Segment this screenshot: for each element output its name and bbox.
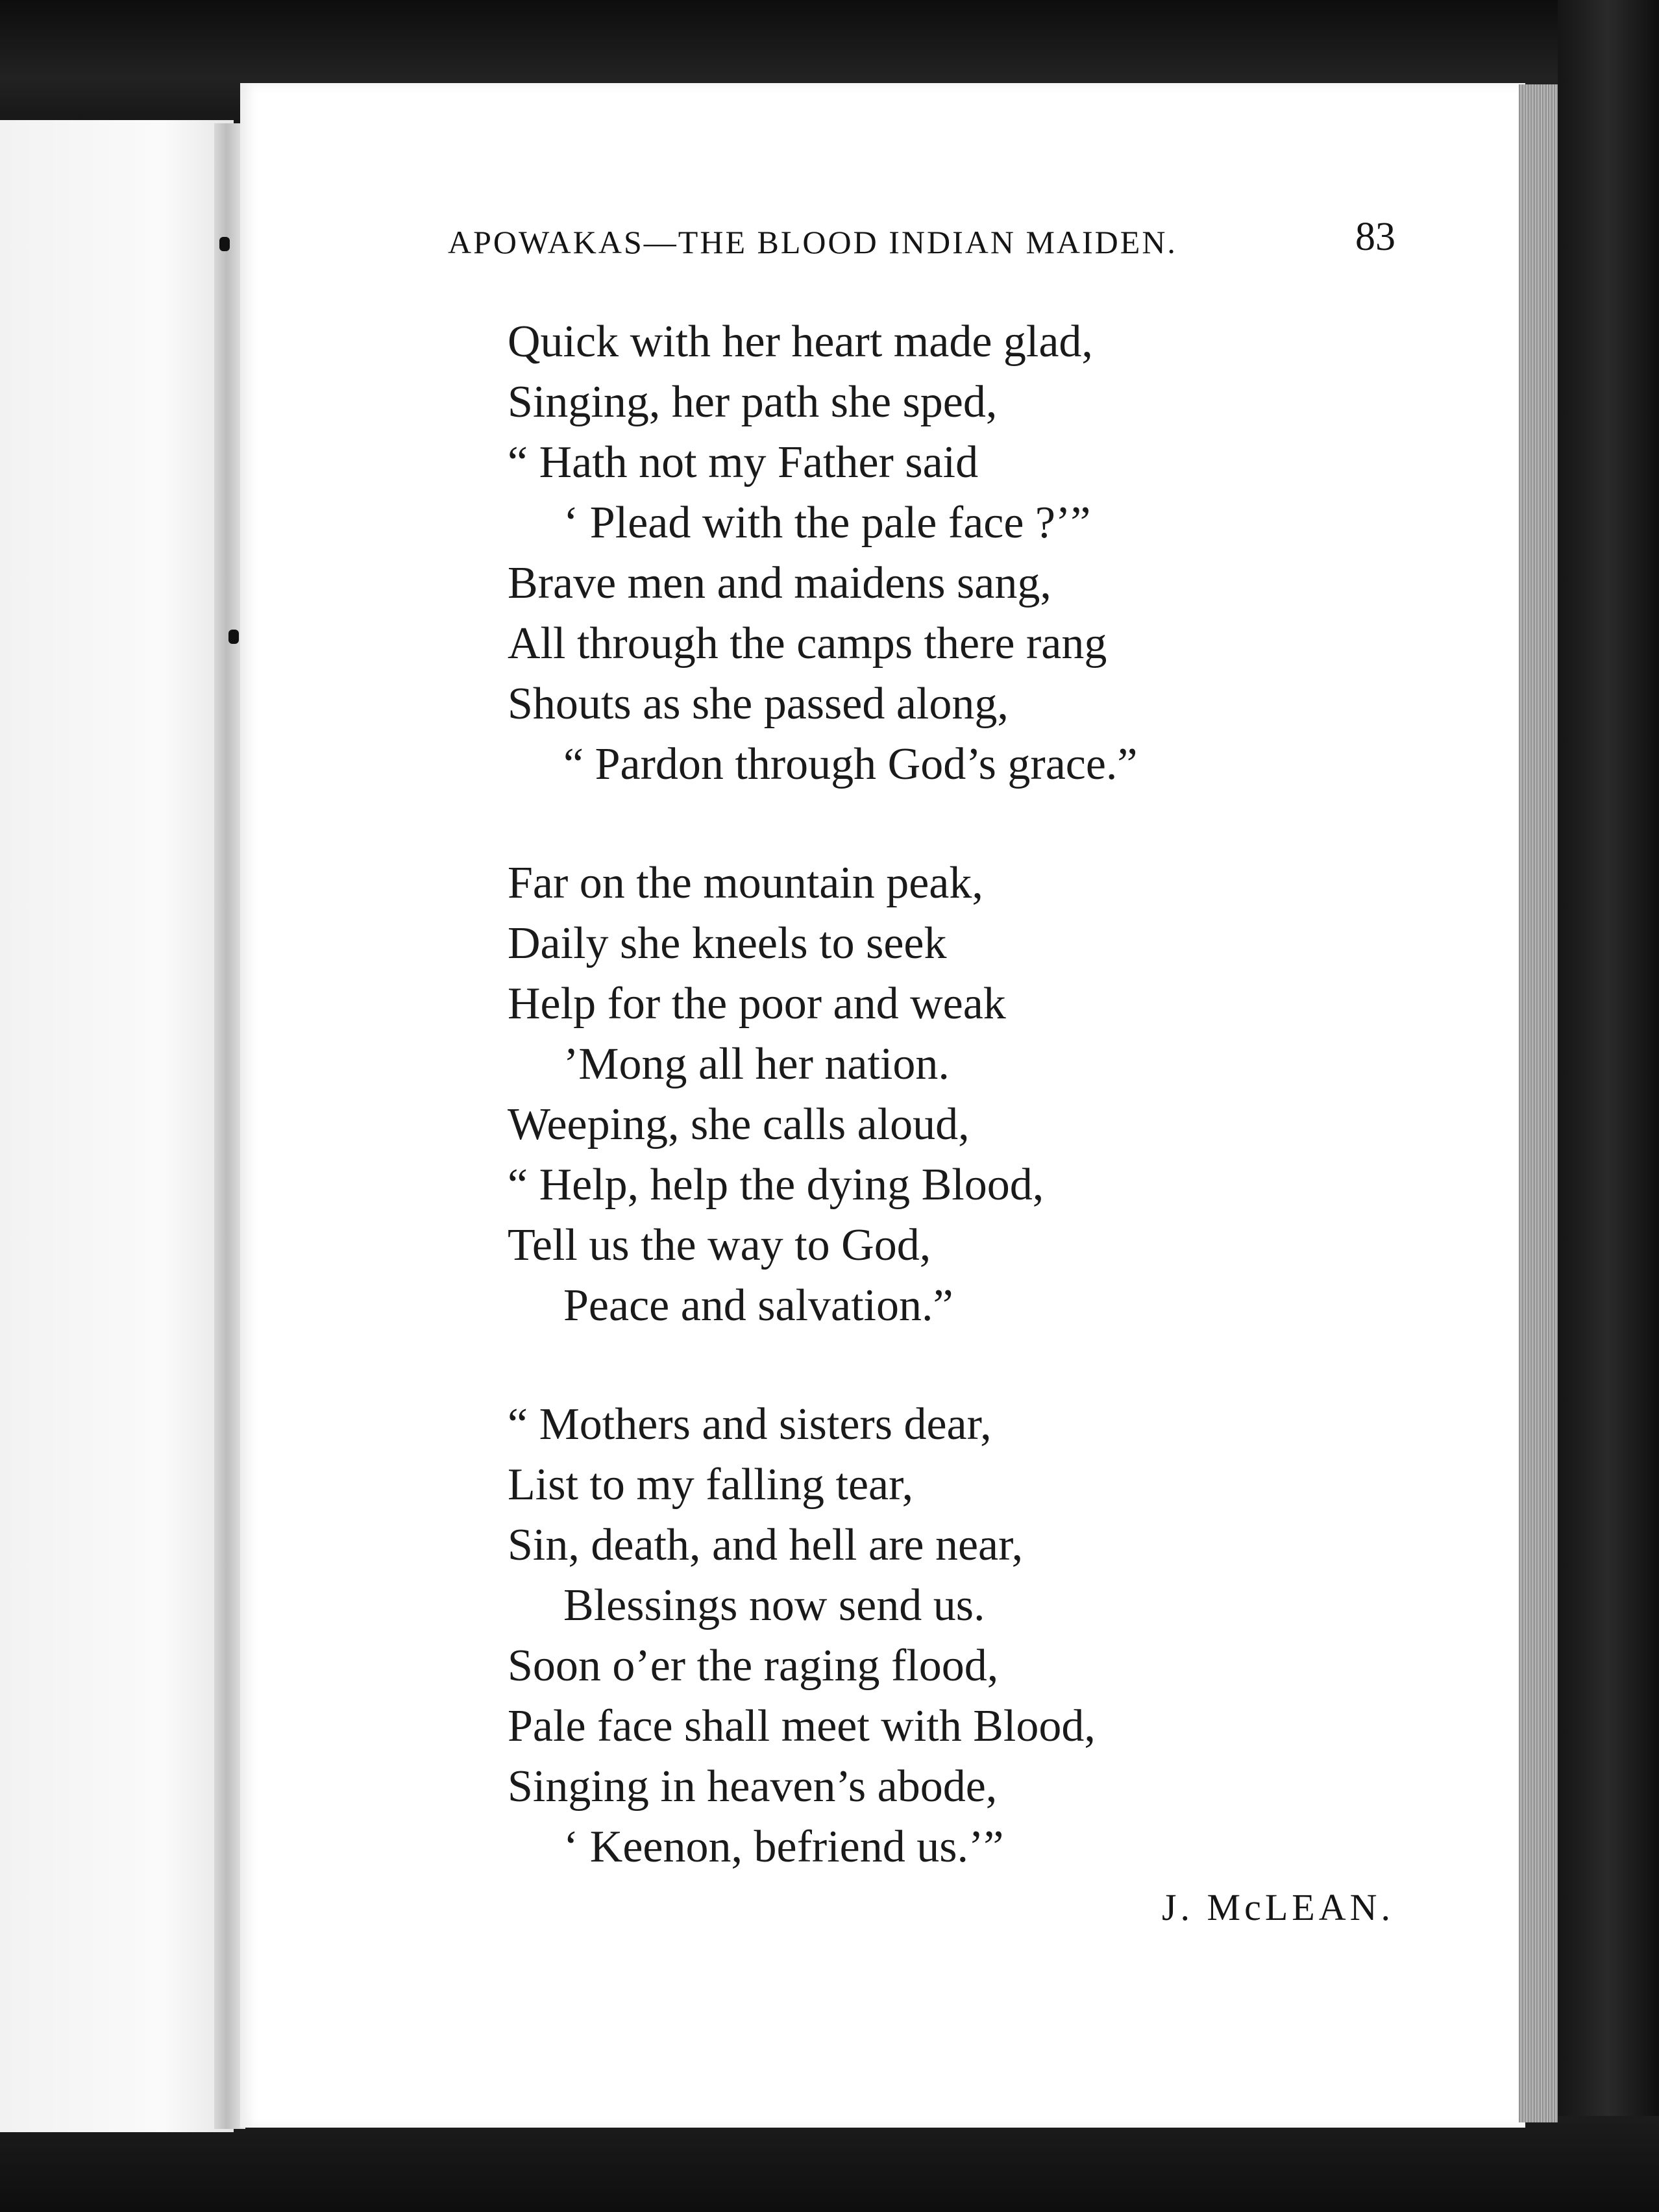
stanza [508,312,1351,794]
page-edges [1519,84,1558,2122]
poem [508,312,1351,1936]
stanza [508,1394,1351,1877]
poem-line: ‘ Plead with the pale face ?’” [563,498,1091,548]
poem-line: Weeping, she calls aloud, [508,1100,970,1149]
poem-line: Soon o’er the raging flood, [508,1641,999,1691]
poem-line: Shouts as she passed along, [508,679,1009,729]
poem-line: Sin, death, and hell are near, [508,1520,1024,1570]
poem-line: Singing, her path she sped, [508,377,998,427]
stanza [508,853,1351,1336]
poem-line: Peace and salvation.” [563,1281,953,1331]
binding-stitch [228,630,239,644]
scanner-background-right [1558,0,1659,2212]
poem-line: Pale face shall meet with Blood, [508,1701,1096,1751]
poem-line: Quick with her heart made glad, [508,317,1093,367]
poem-line: “ Help, help the dying Blood, [508,1160,1044,1210]
poem-line: Brave men and maidens sang, [508,558,1051,608]
poem-line: Daily she kneels to seek [508,918,947,968]
page-number: 83 [1355,215,1395,259]
poem-line: “ Hath not my Father said [508,437,979,487]
binding-stitch [219,237,230,251]
facing-page-left [0,120,234,2132]
poem-line: ’Mong all her nation. [563,1039,950,1089]
poem-line: “ Mothers and sisters dear, [508,1399,992,1449]
poem-line: All through the camps there rang [508,619,1107,669]
poem-line: Far on the mountain peak, [508,858,983,908]
poem-line: List to my falling tear, [508,1460,914,1510]
running-header [448,214,1395,273]
poem-line: Blessings now send us. [563,1580,985,1630]
poem-line: ‘ Keenon, befriend us.’” [563,1822,1004,1872]
scanner-background-bottom [0,2116,1659,2212]
poem-line: Tell us the way to God, [508,1220,931,1270]
poem-line: “ Pardon through God’s grace.” [563,739,1138,789]
running-title: APOWAKAS—THE BLOOD INDIAN MAIDEN. [448,224,1177,260]
poem-line: Singing in heaven’s abode, [508,1762,998,1812]
poem-line: Help for the poor and weak [508,979,1006,1029]
author-signature: J. McLEAN. [1161,1886,1394,1928]
